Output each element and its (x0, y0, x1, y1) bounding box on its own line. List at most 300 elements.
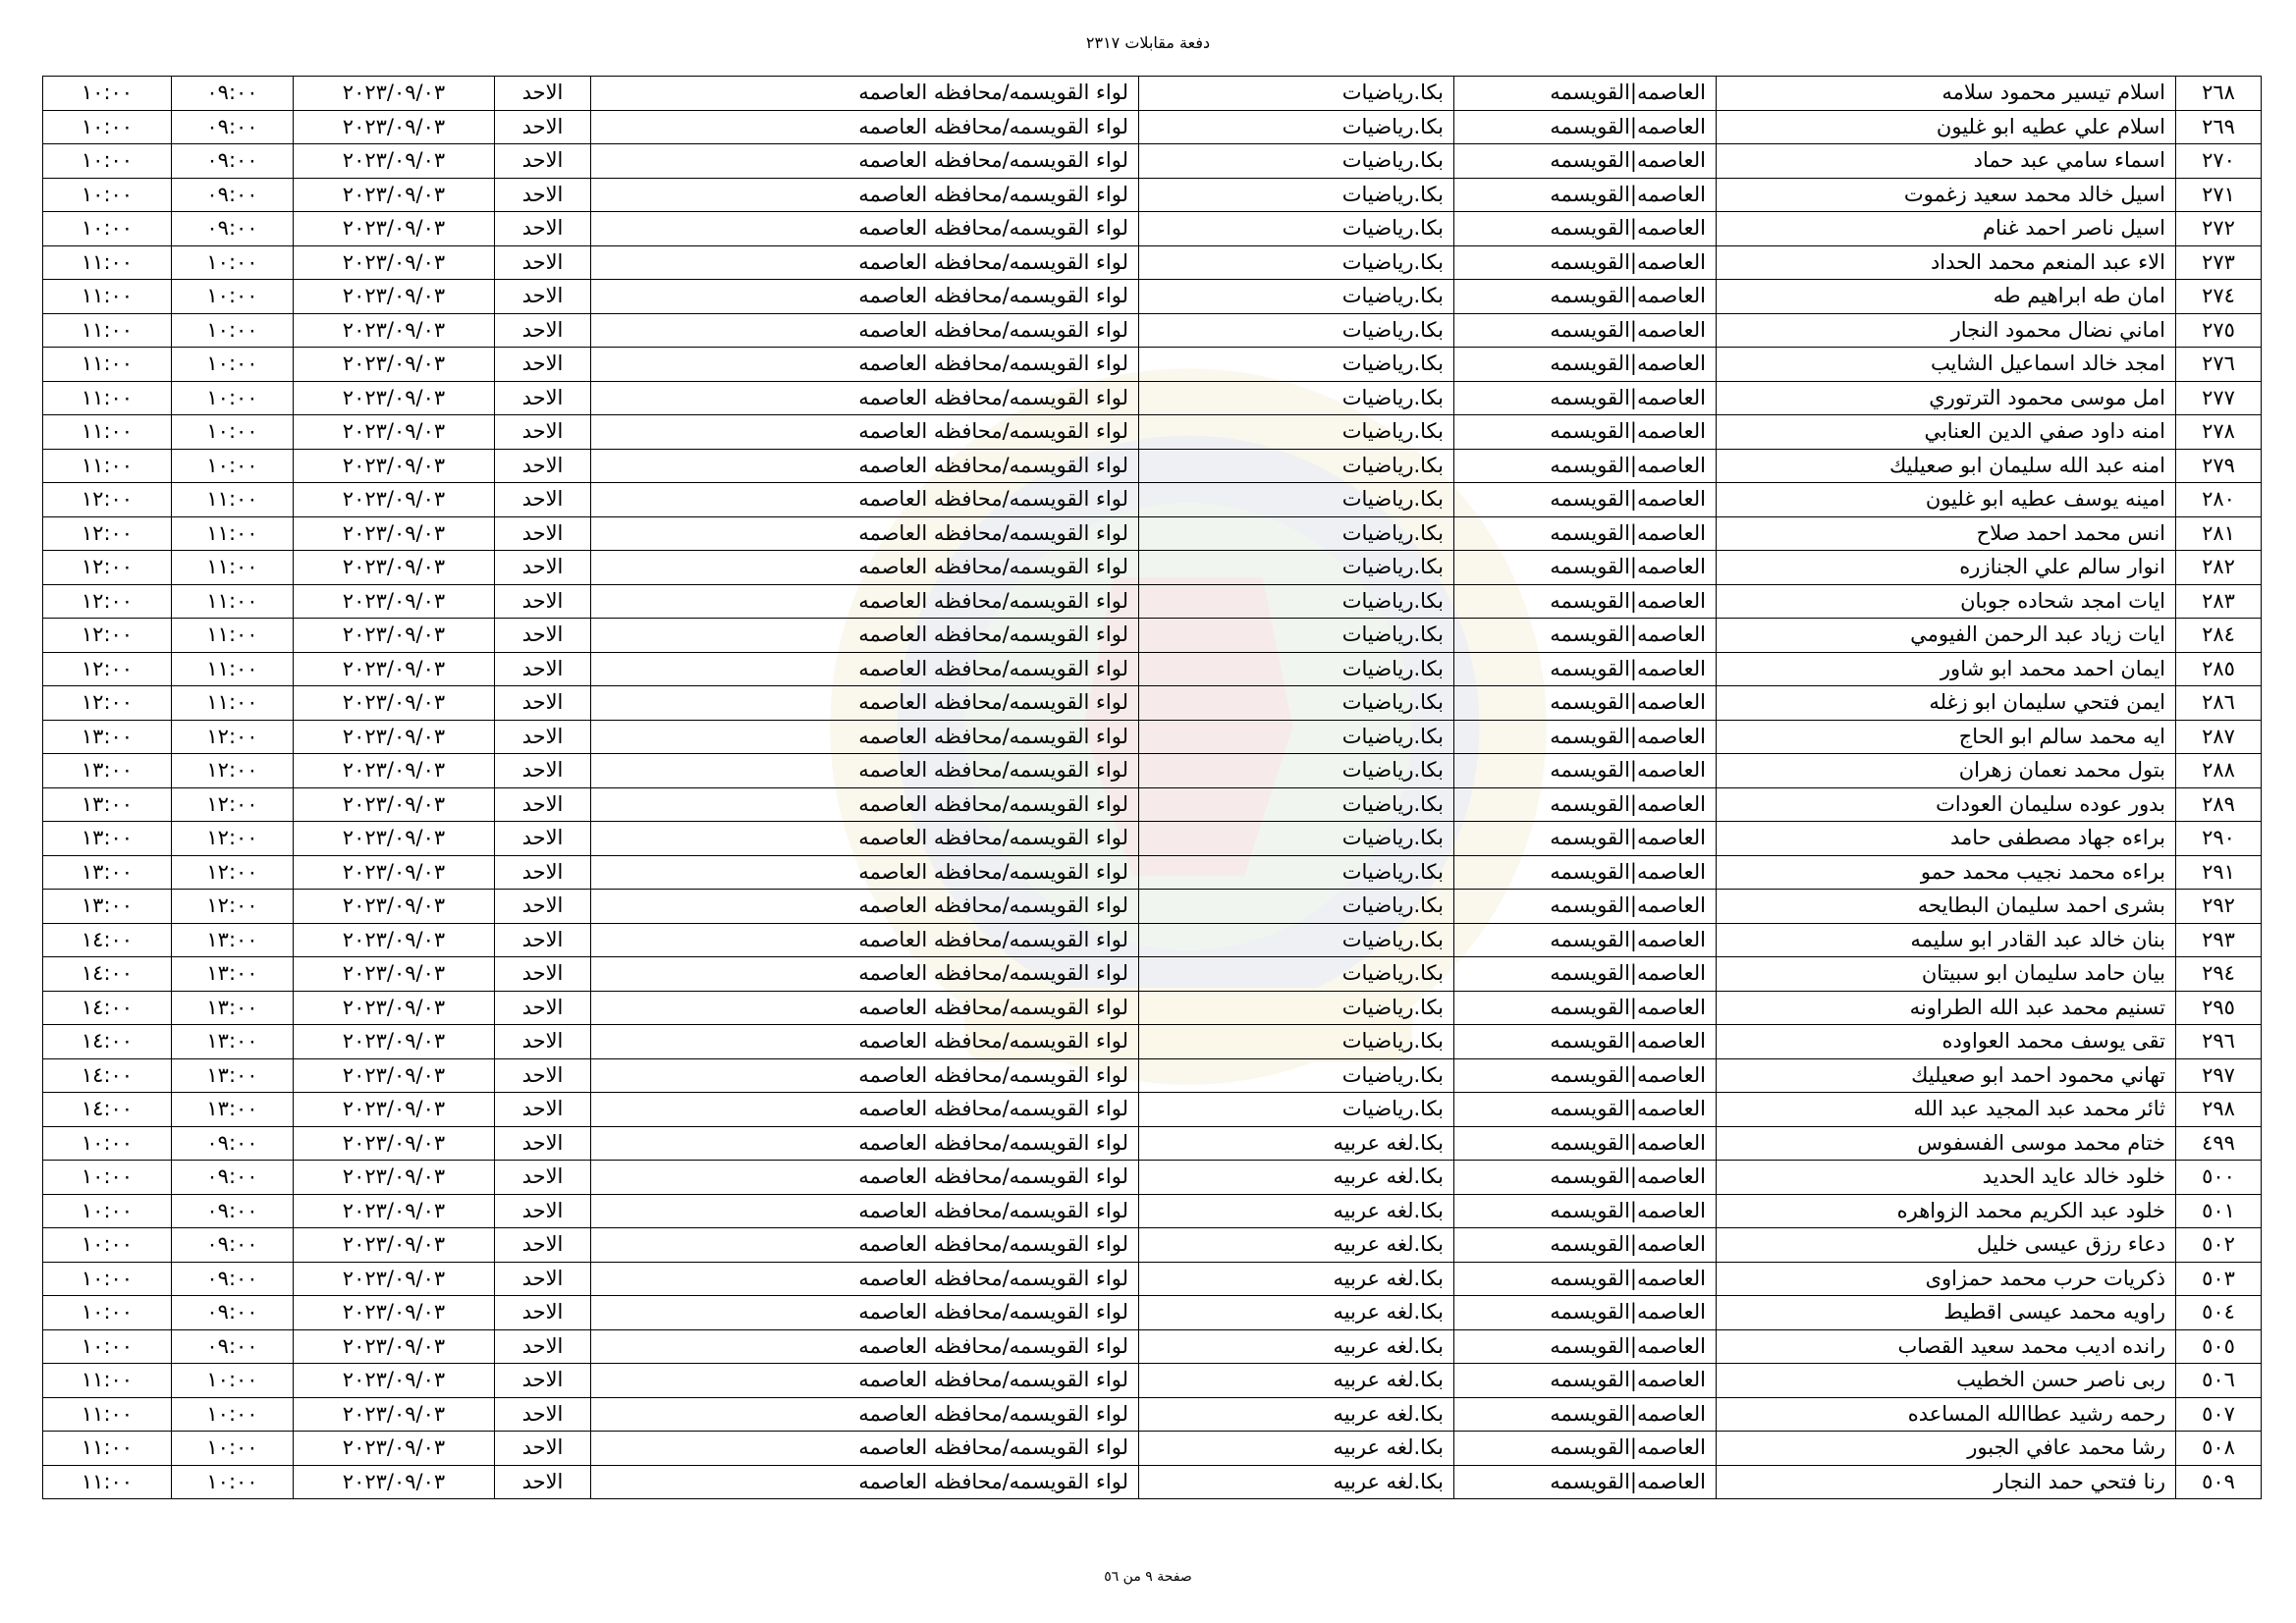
time-to-cell: ١٠:٠٠ (43, 1126, 172, 1161)
interview-day-cell: الاحد (495, 619, 591, 653)
interview-day-cell: الاحد (495, 923, 591, 957)
interview-location-cell: لواء القويسمه/محافظه العاصمه (591, 619, 1139, 653)
region-cell: العاصمه|القويسمه (1454, 822, 1717, 856)
table-row (43, 1228, 2262, 1263)
interview-day-cell: الاحد (495, 686, 591, 721)
table-row (43, 1058, 2262, 1093)
region-cell: العاصمه|القويسمه (1454, 1329, 1717, 1364)
time-to-cell: ١٢:٠٠ (43, 516, 172, 551)
interview-date-cell: ٢٠٢٣/٠٩/٠٣ (294, 381, 495, 415)
region-cell: العاصمه|القويسمه (1454, 144, 1717, 179)
interview-day-cell: الاحد (495, 381, 591, 415)
table-row (43, 1194, 2262, 1228)
interview-date-cell: ٢٠٢٣/٠٩/٠٣ (294, 787, 495, 822)
table-row (43, 1161, 2262, 1195)
time-to-cell: ١١:٠٠ (43, 245, 172, 280)
row-number-cell: ٢٧٩ (2176, 449, 2262, 483)
region-cell: العاصمه|القويسمه (1454, 1025, 1717, 1059)
major-cell: بكا.لغه عربيه (1139, 1432, 1454, 1466)
major-cell: بكا.رياضيات (1139, 144, 1454, 179)
time-to-cell: ١٠:٠٠ (43, 144, 172, 179)
major-cell: بكا.رياضيات (1139, 754, 1454, 788)
interview-day-cell: الاحد (495, 890, 591, 924)
interview-date-cell: ٢٠٢٣/٠٩/٠٣ (294, 1025, 495, 1059)
interview-date-cell: ٢٠٢٣/٠٩/٠٣ (294, 1161, 495, 1195)
interview-day-cell: الاحد (495, 551, 591, 585)
candidate-name-cell: خلود خالد عايد الحديد (1717, 1161, 2176, 1195)
time-to-cell: ١٣:٠٠ (43, 822, 172, 856)
candidate-name-cell: رشا محمد عافي الجبور (1717, 1432, 2176, 1466)
interview-location-cell: لواء القويسمه/محافظه العاصمه (591, 1329, 1139, 1364)
row-number-cell: ٢٨٩ (2176, 787, 2262, 822)
interview-date-cell: ٢٠٢٣/٠٩/٠٣ (294, 1262, 495, 1296)
table-body (43, 77, 2262, 1499)
major-cell: بكا.رياضيات (1139, 822, 1454, 856)
major-cell: بكا.لغه عربيه (1139, 1397, 1454, 1432)
candidate-name-cell: ايات زياد عبد الرحمن الفيومي (1717, 619, 2176, 653)
time-from-cell: ١١:٠٠ (172, 551, 294, 585)
row-number-cell: ٢٧٢ (2176, 212, 2262, 246)
table-row (43, 822, 2262, 856)
table-row (43, 754, 2262, 788)
time-to-cell: ١٠:٠٠ (43, 212, 172, 246)
candidate-name-cell: اسماء سامي عبد حماد (1717, 144, 2176, 179)
time-to-cell: ١٠:٠٠ (43, 1329, 172, 1364)
major-cell: بكا.رياضيات (1139, 280, 1454, 314)
table-row (43, 212, 2262, 246)
region-cell: العاصمه|القويسمه (1454, 212, 1717, 246)
candidate-name-cell: رحمه رشيد عطاالله المساعده (1717, 1397, 2176, 1432)
region-cell: العاصمه|القويسمه (1454, 1432, 1717, 1466)
interview-day-cell: الاحد (495, 348, 591, 382)
interview-day-cell: الاحد (495, 1126, 591, 1161)
interview-day-cell: الاحد (495, 1093, 591, 1127)
interview-location-cell: لواء القويسمه/محافظه العاصمه (591, 381, 1139, 415)
candidate-name-cell: ايمان احمد محمد ابو شاور (1717, 652, 2176, 686)
region-cell: العاصمه|القويسمه (1454, 1262, 1717, 1296)
time-from-cell: ٠٩:٠٠ (172, 1194, 294, 1228)
interview-date-cell: ٢٠٢٣/٠٩/٠٣ (294, 890, 495, 924)
interview-location-cell: لواء القويسمه/محافظه العاصمه (591, 1397, 1139, 1432)
time-from-cell: ١٣:٠٠ (172, 923, 294, 957)
interview-date-cell: ٢٠٢٣/٠٩/٠٣ (294, 415, 495, 450)
row-number-cell: ٢٩٣ (2176, 923, 2262, 957)
interview-day-cell: الاحد (495, 1432, 591, 1466)
interview-location-cell: لواء القويسمه/محافظه العاصمه (591, 483, 1139, 517)
interview-location-cell: لواء القويسمه/محافظه العاصمه (591, 584, 1139, 619)
interview-day-cell: الاحد (495, 280, 591, 314)
interview-location-cell: لواء القويسمه/محافظه العاصمه (591, 991, 1139, 1025)
row-number-cell: ٢٧٤ (2176, 280, 2262, 314)
row-number-cell: ٥٠٩ (2176, 1465, 2262, 1499)
major-cell: بكا.رياضيات (1139, 957, 1454, 992)
region-cell: العاصمه|القويسمه (1454, 1296, 1717, 1330)
candidate-name-cell: امنه عبد الله سليمان ابو صعيليك (1717, 449, 2176, 483)
candidate-name-cell: تقى يوسف محمد العواوده (1717, 1025, 2176, 1059)
interview-day-cell: الاحد (495, 1228, 591, 1263)
table-row (43, 449, 2262, 483)
table-row (43, 1296, 2262, 1330)
interview-location-cell: لواء القويسمه/محافظه العاصمه (591, 1465, 1139, 1499)
time-from-cell: ١٠:٠٠ (172, 1397, 294, 1432)
interview-date-cell: ٢٠٢٣/٠٩/٠٣ (294, 1194, 495, 1228)
interview-date-cell: ٢٠٢٣/٠٩/٠٣ (294, 754, 495, 788)
interview-location-cell: لواء القويسمه/محافظه العاصمه (591, 144, 1139, 179)
row-number-cell: ٢٩١ (2176, 855, 2262, 890)
region-cell: العاصمه|القويسمه (1454, 686, 1717, 721)
time-from-cell: ٠٩:٠٠ (172, 77, 294, 111)
interview-date-cell: ٢٠٢٣/٠٩/٠٣ (294, 652, 495, 686)
interview-day-cell: الاحد (495, 110, 591, 144)
time-from-cell: ١٢:٠٠ (172, 787, 294, 822)
region-cell: العاصمه|القويسمه (1454, 923, 1717, 957)
candidate-name-cell: اسلام تيسير محمود سلامه (1717, 77, 2176, 111)
major-cell: بكا.رياضيات (1139, 381, 1454, 415)
interview-day-cell: الاحد (495, 991, 591, 1025)
region-cell: العاصمه|القويسمه (1454, 415, 1717, 450)
time-to-cell: ١٢:٠٠ (43, 551, 172, 585)
interview-location-cell: لواء القويسمه/محافظه العاصمه (591, 415, 1139, 450)
major-cell: بكا.رياضيات (1139, 584, 1454, 619)
region-cell: العاصمه|القويسمه (1454, 313, 1717, 348)
table-row (43, 787, 2262, 822)
interview-day-cell: الاحد (495, 1058, 591, 1093)
region-cell: العاصمه|القويسمه (1454, 1058, 1717, 1093)
table-row (43, 584, 2262, 619)
time-from-cell: ١٠:٠٠ (172, 1432, 294, 1466)
row-number-cell: ٢٦٩ (2176, 110, 2262, 144)
interview-date-cell: ٢٠٢٣/٠٩/٠٣ (294, 1228, 495, 1263)
time-to-cell: ١١:٠٠ (43, 1432, 172, 1466)
time-from-cell: ٠٩:٠٠ (172, 178, 294, 212)
major-cell: بكا.لغه عربيه (1139, 1465, 1454, 1499)
table-row (43, 77, 2262, 111)
major-cell: بكا.رياضيات (1139, 923, 1454, 957)
major-cell: بكا.رياضيات (1139, 110, 1454, 144)
time-to-cell: ١٠:٠٠ (43, 77, 172, 111)
table-row (43, 415, 2262, 450)
interview-day-cell: الاحد (495, 178, 591, 212)
table-row (43, 1364, 2262, 1398)
candidate-name-cell: بنان خالد عبد القادر ابو سليمه (1717, 923, 2176, 957)
table-row (43, 144, 2262, 179)
major-cell: بكا.لغه عربيه (1139, 1329, 1454, 1364)
interview-date-cell: ٢٠٢٣/٠٩/٠٣ (294, 957, 495, 992)
table-row (43, 483, 2262, 517)
row-number-cell: ٢٩٤ (2176, 957, 2262, 992)
row-number-cell: ٥٠٠ (2176, 1161, 2262, 1195)
interview-day-cell: الاحد (495, 1397, 591, 1432)
time-to-cell: ١١:٠٠ (43, 313, 172, 348)
time-from-cell: ١١:٠٠ (172, 516, 294, 551)
time-from-cell: ١٠:٠٠ (172, 245, 294, 280)
interview-date-cell: ٢٠٢٣/٠٩/٠٣ (294, 1465, 495, 1499)
interview-date-cell: ٢٠٢٣/٠٩/٠٣ (294, 551, 495, 585)
interview-day-cell: الاحد (495, 787, 591, 822)
region-cell: العاصمه|القويسمه (1454, 1397, 1717, 1432)
row-number-cell: ٢٨٠ (2176, 483, 2262, 517)
candidate-name-cell: دعاء رزق عيسى خليل (1717, 1228, 2176, 1263)
time-to-cell: ١٠:٠٠ (43, 1296, 172, 1330)
table-row (43, 1432, 2262, 1466)
major-cell: بكا.رياضيات (1139, 483, 1454, 517)
region-cell: العاصمه|القويسمه (1454, 381, 1717, 415)
interview-location-cell: لواء القويسمه/محافظه العاصمه (591, 1126, 1139, 1161)
major-cell: بكا.رياضيات (1139, 348, 1454, 382)
region-cell: العاصمه|القويسمه (1454, 178, 1717, 212)
time-from-cell: ١٢:٠٠ (172, 720, 294, 754)
interview-day-cell: الاحد (495, 313, 591, 348)
region-cell: العاصمه|القويسمه (1454, 1228, 1717, 1263)
interview-date-cell: ٢٠٢٣/٠٩/٠٣ (294, 1397, 495, 1432)
interview-location-cell: لواء القويسمه/محافظه العاصمه (591, 855, 1139, 890)
interview-date-cell: ٢٠٢٣/٠٩/٠٣ (294, 280, 495, 314)
interview-date-cell: ٢٠٢٣/٠٩/٠٣ (294, 313, 495, 348)
interview-day-cell: الاحد (495, 720, 591, 754)
interview-date-cell: ٢٠٢٣/٠٩/٠٣ (294, 923, 495, 957)
time-to-cell: ١٣:٠٠ (43, 787, 172, 822)
major-cell: بكا.رياضيات (1139, 551, 1454, 585)
candidate-name-cell: ختام محمد موسى الفسفوس (1717, 1126, 2176, 1161)
row-number-cell: ٥٠٨ (2176, 1432, 2262, 1466)
interview-location-cell: لواء القويسمه/محافظه العاصمه (591, 923, 1139, 957)
candidate-name-cell: امنه داود صفي الدين العنابي (1717, 415, 2176, 450)
time-to-cell: ١٢:٠٠ (43, 483, 172, 517)
time-to-cell: ١١:٠٠ (43, 1465, 172, 1499)
region-cell: العاصمه|القويسمه (1454, 280, 1717, 314)
major-cell: بكا.لغه عربيه (1139, 1228, 1454, 1263)
candidate-name-cell: ايمن فتحي سليمان ابو زغله (1717, 686, 2176, 721)
page-number: صفحة ٩ من ٥٦ (1104, 1569, 1192, 1585)
interview-date-cell: ٢٠٢٣/٠٩/٠٣ (294, 991, 495, 1025)
time-to-cell: ١٤:٠٠ (43, 923, 172, 957)
time-from-cell: ١٢:٠٠ (172, 855, 294, 890)
candidate-name-cell: امان طه ابراهيم طه (1717, 280, 2176, 314)
time-from-cell: ١١:٠٠ (172, 619, 294, 653)
major-cell: بكا.رياضيات (1139, 855, 1454, 890)
interview-location-cell: لواء القويسمه/محافظه العاصمه (591, 1364, 1139, 1398)
interview-location-cell: لواء القويسمه/محافظه العاصمه (591, 178, 1139, 212)
region-cell: العاصمه|القويسمه (1454, 652, 1717, 686)
major-cell: بكا.رياضيات (1139, 212, 1454, 246)
interview-date-cell: ٢٠٢٣/٠٩/٠٣ (294, 720, 495, 754)
interview-location-cell: لواء القويسمه/محافظه العاصمه (591, 1058, 1139, 1093)
region-cell: العاصمه|القويسمه (1454, 1093, 1717, 1127)
candidate-name-cell: رانده اديب محمد سعيد القصاب (1717, 1329, 2176, 1364)
time-to-cell: ١٣:٠٠ (43, 890, 172, 924)
interview-day-cell: الاحد (495, 957, 591, 992)
interview-day-cell: الاحد (495, 855, 591, 890)
row-number-cell: ٥٠٣ (2176, 1262, 2262, 1296)
candidate-name-cell: ذكريات حرب محمد حمزاوى (1717, 1262, 2176, 1296)
row-number-cell: ٢٨٤ (2176, 619, 2262, 653)
interview-location-cell: لواء القويسمه/محافظه العاصمه (591, 212, 1139, 246)
time-to-cell: ١١:٠٠ (43, 415, 172, 450)
time-from-cell: ١٢:٠٠ (172, 754, 294, 788)
row-number-cell: ٥٠٧ (2176, 1397, 2262, 1432)
interview-location-cell: لواء القويسمه/محافظه العاصمه (591, 245, 1139, 280)
region-cell: العاصمه|القويسمه (1454, 483, 1717, 517)
row-number-cell: ٢٩٠ (2176, 822, 2262, 856)
candidate-name-cell: خلود عبد الكريم محمد الزواهره (1717, 1194, 2176, 1228)
candidate-name-cell: بتول محمد نعمان زهران (1717, 754, 2176, 788)
interview-day-cell: الاحد (495, 483, 591, 517)
time-from-cell: ٠٩:٠٠ (172, 212, 294, 246)
region-cell: العاصمه|القويسمه (1454, 957, 1717, 992)
time-from-cell: ٠٩:٠٠ (172, 144, 294, 179)
time-to-cell: ١٠:٠٠ (43, 1228, 172, 1263)
row-number-cell: ٥٠٤ (2176, 1296, 2262, 1330)
table-row (43, 890, 2262, 924)
table-row (43, 923, 2262, 957)
time-from-cell: ١٠:٠٠ (172, 348, 294, 382)
time-to-cell: ١١:٠٠ (43, 1397, 172, 1432)
interview-day-cell: الاحد (495, 212, 591, 246)
interview-day-cell: الاحد (495, 1194, 591, 1228)
table-row (43, 110, 2262, 144)
interview-day-cell: الاحد (495, 1465, 591, 1499)
candidate-name-cell: بشرى احمد سليمان البطايحه (1717, 890, 2176, 924)
candidate-name-cell: ايات امجد شحاده جوبان (1717, 584, 2176, 619)
table-row (43, 1025, 2262, 1059)
interview-location-cell: لواء القويسمه/محافظه العاصمه (591, 1432, 1139, 1466)
row-number-cell: ٢٨٦ (2176, 686, 2262, 721)
interview-location-cell: لواء القويسمه/محافظه العاصمه (591, 516, 1139, 551)
major-cell: بكا.رياضيات (1139, 991, 1454, 1025)
table-row (43, 1465, 2262, 1499)
interview-date-cell: ٢٠٢٣/٠٩/٠٣ (294, 1329, 495, 1364)
candidate-name-cell: اسلام علي عطيه ابو غليون (1717, 110, 2176, 144)
interview-date-cell: ٢٠٢٣/٠٩/٠٣ (294, 110, 495, 144)
candidate-name-cell: بدور عوده سليمان العودات (1717, 787, 2176, 822)
time-to-cell: ١٢:٠٠ (43, 686, 172, 721)
candidate-name-cell: اسيل ناصر احمد غنام (1717, 212, 2176, 246)
time-from-cell: ١٠:٠٠ (172, 449, 294, 483)
time-to-cell: ١١:٠٠ (43, 381, 172, 415)
candidate-name-cell: اسيل خالد محمد سعيد زغموت (1717, 178, 2176, 212)
time-to-cell: ١٠:٠٠ (43, 1194, 172, 1228)
interview-day-cell: الاحد (495, 1329, 591, 1364)
region-cell: العاصمه|القويسمه (1454, 787, 1717, 822)
interview-day-cell: الاحد (495, 415, 591, 450)
time-to-cell: ١٣:٠٠ (43, 855, 172, 890)
interview-day-cell: الاحد (495, 1262, 591, 1296)
time-to-cell: ١٣:٠٠ (43, 720, 172, 754)
candidate-name-cell: راويه محمد عيسى اقطيط (1717, 1296, 2176, 1330)
time-to-cell: ١١:٠٠ (43, 1364, 172, 1398)
candidate-name-cell: بيان حامد سليمان ابو سبيتان (1717, 957, 2176, 992)
interview-date-cell: ٢٠٢٣/٠٩/٠٣ (294, 348, 495, 382)
interview-day-cell: الاحد (495, 652, 591, 686)
row-number-cell: ٢٩٨ (2176, 1093, 2262, 1127)
row-number-cell: ٢٧٥ (2176, 313, 2262, 348)
interview-location-cell: لواء القويسمه/محافظه العاصمه (591, 1093, 1139, 1127)
interview-date-cell: ٢٠٢٣/٠٩/٠٣ (294, 483, 495, 517)
time-from-cell: ١٠:٠٠ (172, 381, 294, 415)
time-from-cell: ٠٩:٠٠ (172, 1262, 294, 1296)
interview-location-cell: لواء القويسمه/محافظه العاصمه (591, 110, 1139, 144)
row-number-cell: ٥٠٥ (2176, 1329, 2262, 1364)
interview-date-cell: ٢٠٢٣/٠٩/٠٣ (294, 1364, 495, 1398)
page-title: دفعة مقابلات ٢٣١٧ (1085, 33, 1211, 52)
major-cell: بكا.رياضيات (1139, 415, 1454, 450)
interview-date-cell: ٢٠٢٣/٠٩/٠٣ (294, 212, 495, 246)
time-from-cell: ١٢:٠٠ (172, 822, 294, 856)
time-to-cell: ١٤:٠٠ (43, 1058, 172, 1093)
region-cell: العاصمه|القويسمه (1454, 619, 1717, 653)
time-from-cell: ١٠:٠٠ (172, 313, 294, 348)
interview-date-cell: ٢٠٢٣/٠٩/٠٣ (294, 516, 495, 551)
interview-day-cell: الاحد (495, 754, 591, 788)
major-cell: بكا.لغه عربيه (1139, 1296, 1454, 1330)
interview-day-cell: الاحد (495, 144, 591, 179)
interview-date-cell: ٢٠٢٣/٠٩/٠٣ (294, 449, 495, 483)
region-cell: العاصمه|القويسمه (1454, 720, 1717, 754)
time-to-cell: ١١:٠٠ (43, 280, 172, 314)
interview-location-cell: لواء القويسمه/محافظه العاصمه (591, 1228, 1139, 1263)
time-from-cell: ١١:٠٠ (172, 686, 294, 721)
interview-date-cell: ٢٠٢٣/٠٩/٠٣ (294, 855, 495, 890)
time-to-cell: ١١:٠٠ (43, 348, 172, 382)
time-to-cell: ١٠:٠٠ (43, 1161, 172, 1195)
time-from-cell: ١٠:٠٠ (172, 280, 294, 314)
table-row (43, 1329, 2262, 1364)
row-number-cell: ٢٨٥ (2176, 652, 2262, 686)
candidate-name-cell: الاء عبد المنعم محمد الحداد (1717, 245, 2176, 280)
candidate-name-cell: انس محمد احمد صلاح (1717, 516, 2176, 551)
table-row (43, 178, 2262, 212)
region-cell: العاصمه|القويسمه (1454, 1364, 1717, 1398)
region-cell: العاصمه|القويسمه (1454, 754, 1717, 788)
interview-location-cell: لواء القويسمه/محافظه العاصمه (591, 720, 1139, 754)
table-row (43, 1262, 2262, 1296)
row-number-cell: ٢٨٨ (2176, 754, 2262, 788)
row-number-cell: ٢٨٧ (2176, 720, 2262, 754)
row-number-cell: ٥٠٦ (2176, 1364, 2262, 1398)
table-row (43, 1093, 2262, 1127)
row-number-cell: ٢٨١ (2176, 516, 2262, 551)
candidate-name-cell: تسنيم محمد عبد الله الطراونه (1717, 991, 2176, 1025)
candidate-name-cell: رنا فتحي حمد النجار (1717, 1465, 2176, 1499)
row-number-cell: ٢٧١ (2176, 178, 2262, 212)
interview-location-cell: لواء القويسمه/محافظه العاصمه (591, 348, 1139, 382)
time-from-cell: ٠٩:٠٠ (172, 1329, 294, 1364)
row-number-cell: ٢٧٠ (2176, 144, 2262, 179)
region-cell: العاصمه|القويسمه (1454, 855, 1717, 890)
time-to-cell: ١٤:٠٠ (43, 1093, 172, 1127)
interview-day-cell: الاحد (495, 77, 591, 111)
time-from-cell: ٠٩:٠٠ (172, 110, 294, 144)
interview-day-cell: الاحد (495, 1025, 591, 1059)
time-from-cell: ١٠:٠٠ (172, 415, 294, 450)
interview-location-cell: لواء القويسمه/محافظه العاصمه (591, 787, 1139, 822)
region-cell: العاصمه|القويسمه (1454, 1194, 1717, 1228)
time-from-cell: ١٣:٠٠ (172, 991, 294, 1025)
interview-day-cell: الاحد (495, 516, 591, 551)
row-number-cell: ٢٩٦ (2176, 1025, 2262, 1059)
time-to-cell: ١٤:٠٠ (43, 991, 172, 1025)
row-number-cell: ٢٨٣ (2176, 584, 2262, 619)
interview-day-cell: الاحد (495, 1364, 591, 1398)
table-row (43, 855, 2262, 890)
major-cell: بكا.لغه عربيه (1139, 1364, 1454, 1398)
region-cell: العاصمه|القويسمه (1454, 245, 1717, 280)
major-cell: بكا.رياضيات (1139, 619, 1454, 653)
table-row (43, 348, 2262, 382)
row-number-cell: ٢٧٦ (2176, 348, 2262, 382)
candidate-name-cell: انوار سالم علي الجنازره (1717, 551, 2176, 585)
interview-date-cell: ٢٠٢٣/٠٩/٠٣ (294, 619, 495, 653)
